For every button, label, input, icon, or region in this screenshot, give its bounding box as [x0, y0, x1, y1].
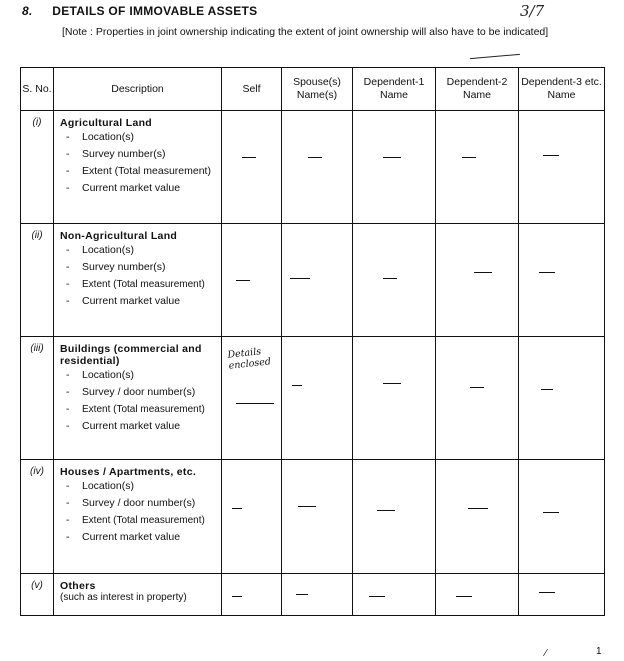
row-sno: (iii) — [21, 337, 54, 460]
dash-mark — [298, 506, 316, 507]
row-sno: (i) — [21, 111, 54, 224]
list-item: - Location(s) — [60, 369, 217, 382]
dash-mark — [470, 387, 484, 388]
dash-mark — [242, 157, 256, 158]
list-item: - Extent (Total measurement) — [60, 278, 217, 291]
cell-dependent-1 — [353, 574, 436, 616]
dash-mark — [369, 596, 385, 597]
list-item: - Extent (Total measurement) — [60, 165, 217, 178]
handwritten-tick: ⁄ — [545, 648, 547, 659]
cell-dependent-3 — [519, 574, 605, 616]
col-header-self: Self — [222, 68, 282, 111]
cell-dependent-3 — [519, 111, 605, 224]
row-description — [54, 574, 222, 616]
col-header-dependent-2: Dependent-2 Name — [436, 68, 519, 111]
handwritten-underline — [470, 54, 520, 59]
list-item: - Location(s) — [60, 131, 217, 144]
table-row — [21, 460, 605, 574]
table-row — [21, 574, 605, 616]
row-description — [54, 224, 222, 337]
cell-self — [222, 337, 282, 460]
col-header-dependent-1: Dependent-1 Name — [353, 68, 436, 111]
list-item: - Survey number(s) — [60, 261, 217, 274]
dash-mark — [292, 385, 302, 386]
dash-mark — [383, 157, 401, 158]
cell-dependent-1 — [353, 460, 436, 574]
dash-mark — [468, 508, 488, 509]
dash-mark — [236, 280, 250, 281]
handwritten-note: Details enclosed — [226, 346, 272, 372]
table-header-row — [21, 68, 605, 111]
handwritten-line — [236, 403, 274, 404]
row-title: Houses / Apartments, etc. — [60, 466, 197, 478]
dash-mark — [383, 383, 401, 384]
dash-mark — [296, 594, 308, 595]
dash-mark — [543, 512, 559, 513]
list-item: - Current market value — [60, 420, 217, 433]
row-sno: (v) — [21, 574, 54, 616]
row-subtitle: (such as interest in property) — [60, 592, 187, 603]
dash-mark — [232, 508, 242, 509]
cell-dependent-1 — [353, 224, 436, 337]
row-description — [54, 337, 222, 460]
dash-mark — [290, 278, 310, 279]
row-title: Buildings (commercial and residential) — [60, 343, 202, 367]
cell-dependent-2 — [436, 460, 519, 574]
list-item: - Survey / door number(s) — [60, 386, 217, 399]
dash-mark — [377, 510, 395, 511]
dash-mark — [539, 592, 555, 593]
table-row — [21, 224, 605, 337]
list-item: - Location(s) — [60, 480, 217, 493]
cell-dependent-3 — [519, 224, 605, 337]
table-row — [21, 337, 605, 460]
cell-spouse — [282, 111, 353, 224]
joint-ownership-note: [Note : Properties in joint ownership indicating the extent of joint ownership will also have to be indicated] — [62, 26, 549, 38]
list-item: - Extent (Total measurement) — [60, 514, 217, 527]
row-description — [54, 460, 222, 574]
dash-mark — [232, 596, 242, 597]
immovable-assets-table — [20, 67, 605, 616]
cell-spouse — [282, 337, 353, 460]
row-title: Non-Agricultural Land — [60, 230, 178, 242]
row-sno: (ii) — [21, 224, 54, 337]
col-header-dependent-3: Dependent-3 etc. Name — [519, 68, 605, 111]
dash-mark — [456, 596, 472, 597]
list-item: - Survey / door number(s) — [60, 497, 217, 510]
cell-self — [222, 574, 282, 616]
cell-self — [222, 224, 282, 337]
cell-dependent-1 — [353, 111, 436, 224]
list-item: - Current market value — [60, 182, 217, 195]
row-description — [54, 111, 222, 224]
row-sno: (iv) — [21, 460, 54, 574]
col-header-description: Description — [54, 68, 222, 111]
cell-spouse — [282, 224, 353, 337]
cell-self — [222, 460, 282, 574]
section-number: 8. — [22, 4, 33, 18]
section-heading — [22, 4, 257, 18]
page-number: 1 — [596, 646, 602, 657]
dash-mark — [543, 155, 559, 156]
cell-dependent-2 — [436, 574, 519, 616]
table-row — [21, 111, 605, 224]
dash-mark — [474, 272, 492, 273]
col-header-spouse: Spouse(s) Name(s) — [282, 68, 353, 111]
list-item: - Location(s) — [60, 244, 217, 257]
dash-mark — [308, 157, 322, 158]
cell-dependent-3 — [519, 460, 605, 574]
list-item: - Current market value — [60, 531, 217, 544]
section-title: DETAILS OF IMMOVABLE ASSETS — [52, 4, 258, 18]
list-item: - Survey number(s) — [60, 148, 217, 161]
col-header-sno: S. No. — [21, 68, 54, 111]
list-item: - Extent (Total measurement) — [60, 403, 217, 416]
cell-dependent-2 — [436, 337, 519, 460]
cell-dependent-2 — [436, 224, 519, 337]
cell-dependent-1 — [353, 337, 436, 460]
row-title: Agricultural Land — [60, 117, 153, 129]
dash-mark — [383, 278, 397, 279]
dash-mark — [539, 272, 555, 273]
list-item: - Current market value — [60, 295, 217, 308]
cell-dependent-3 — [519, 337, 605, 460]
cell-spouse — [282, 460, 353, 574]
dash-mark — [462, 157, 476, 158]
cell-spouse — [282, 574, 353, 616]
cell-dependent-2 — [436, 111, 519, 224]
dash-mark — [541, 389, 553, 390]
handwritten-page-mark: 3/7 — [520, 2, 545, 20]
cell-self — [222, 111, 282, 224]
row-title: Others — [60, 580, 96, 592]
